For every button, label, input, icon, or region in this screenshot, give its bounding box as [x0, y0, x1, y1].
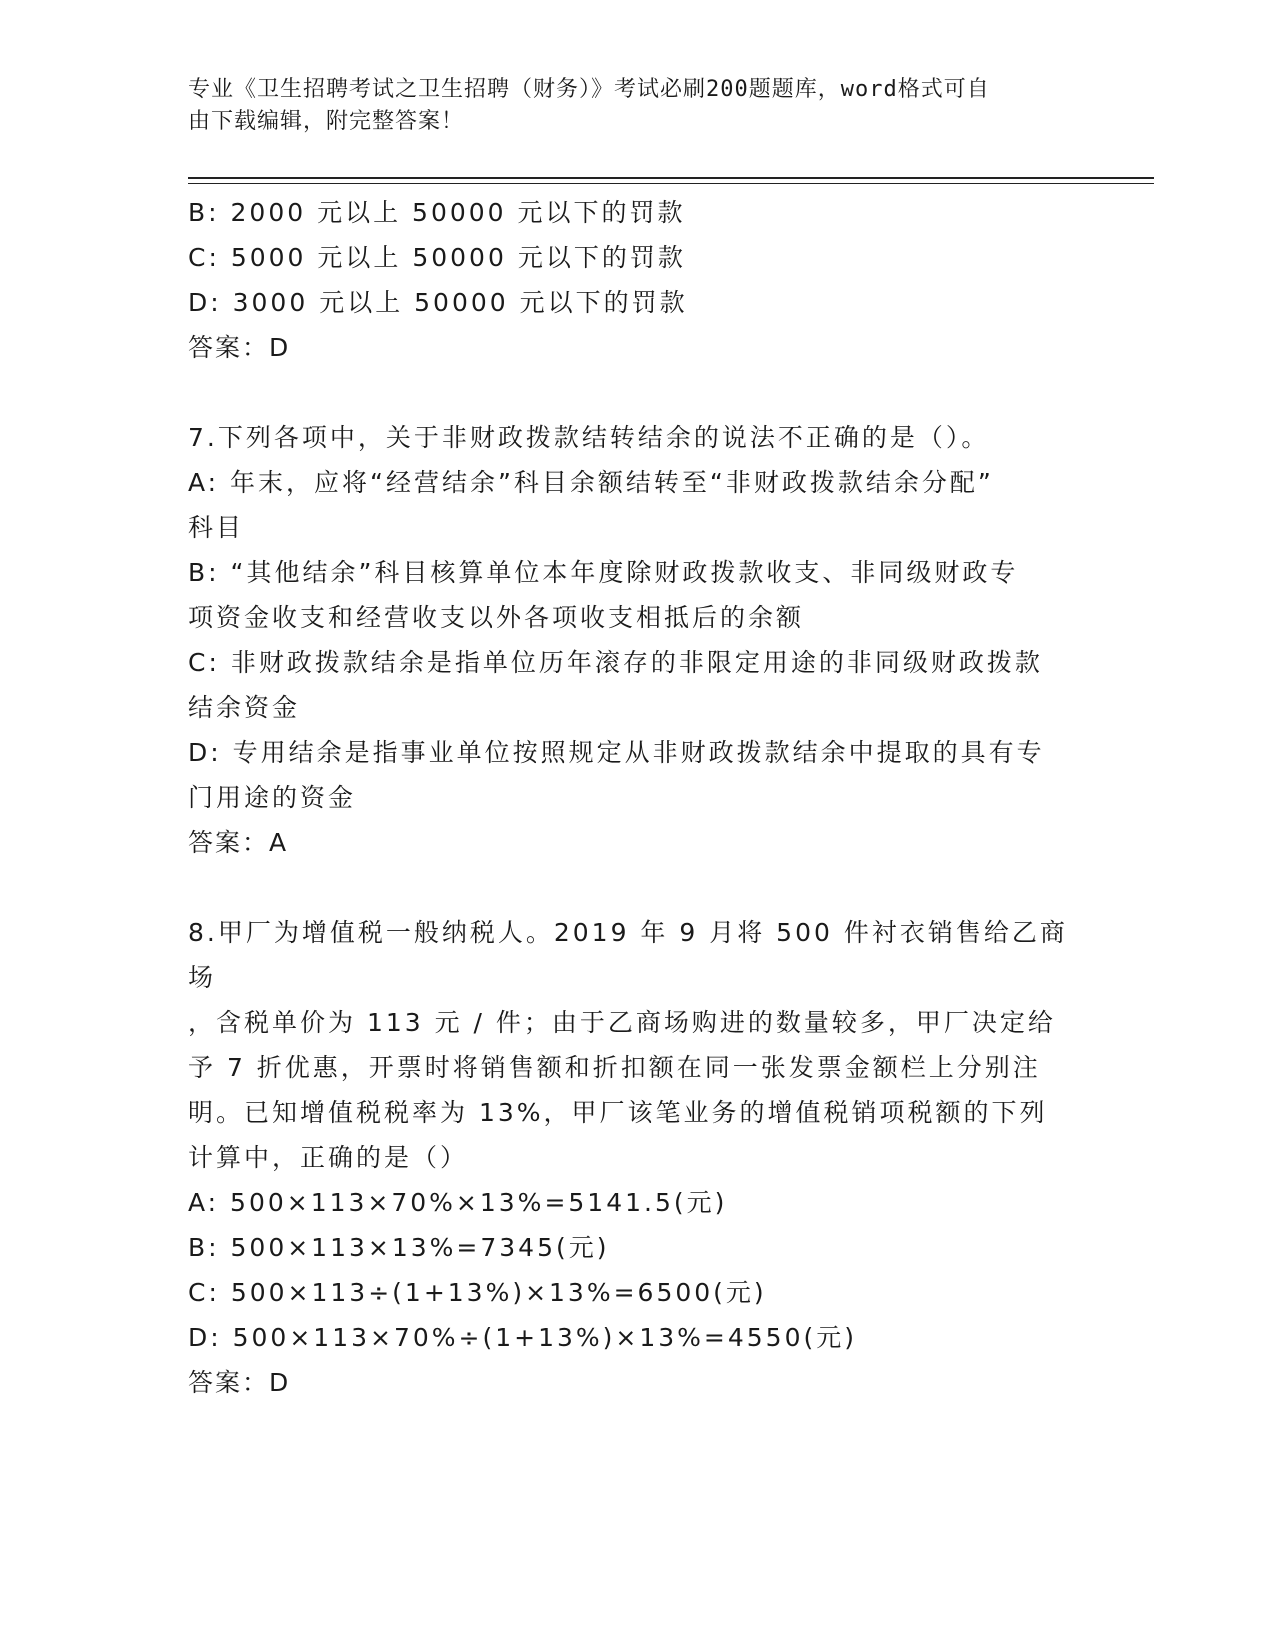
q8-option-c: C: 500×113÷(1+13%)×13%=6500(元) [188, 1278, 767, 1307]
q6-option-c: C: 5000 元以上 50000 元以下的罚款 [188, 243, 686, 272]
q7-option-d-line-1: D: 专用结余是指事业单位按照规定从非财政拨款结余中提取的具有专 [188, 738, 1045, 767]
spacer [188, 370, 1078, 415]
q7-option-c-line-2: 结余资金 [188, 693, 301, 722]
q8-option-b: B: 500×113×13%=7345(元) [188, 1233, 610, 1262]
header-line-1: 专业《卫生招聘考试之卫生招聘（财务）》考试必刷200题题库，word格式可自 [188, 77, 990, 102]
document-body [188, 190, 1078, 1405]
q6-answer: 答案：D [188, 333, 291, 362]
q8-stem-line-4: 明。已知增值税税率为 13%，甲厂该笔业务的增值税销项税额的下列 [188, 1098, 1048, 1127]
q8-stem-line-3: 予 7 折优惠，开票时将销售额和折扣额在同一张发票金额栏上分别注 [188, 1053, 1041, 1082]
q6-option-d: D: 3000 元以上 50000 元以下的罚款 [188, 288, 688, 317]
question-8 [188, 910, 1078, 1405]
q7-option-a-line-2: 科目 [188, 513, 245, 542]
document-header [188, 74, 1068, 138]
spacer [188, 865, 1078, 910]
q8-option-d: D: 500×113×70%÷(1+13%)×13%=4550(元) [188, 1323, 857, 1352]
header-line-2: 由下载编辑，附完整答案！ [188, 109, 465, 134]
q7-option-b-line-1: B: “其他结余”科目核算单位本年度除财政拨款收支、非同级财政专 [188, 558, 1019, 587]
q6-option-b: B: 2000 元以上 50000 元以下的罚款 [188, 198, 686, 227]
q8-stem-line-5: 计算中，正确的是（） [188, 1143, 469, 1172]
q7-option-b-line-2: 项资金收支和经营收支以外各项收支相抵后的余额 [188, 603, 805, 632]
question-6-tail [188, 190, 1078, 370]
q7-option-a-line-1: A: 年末，应将“经营结余”科目余额结转至“非财政拨款结余分配” [188, 468, 994, 497]
q7-stem: 7.下列各项中，关于非财政拨款结转结余的说法不正确的是（）。 [188, 423, 990, 452]
q7-answer: 答案：A [188, 828, 289, 857]
q7-option-c-line-1: C: 非财政拨款结余是指单位历年滚存的非限定用途的非同级财政拨款 [188, 648, 1043, 677]
q8-option-a: A: 500×113×70%×13%=5141.5(元) [188, 1188, 728, 1217]
q7-option-d-line-2: 门用途的资金 [188, 783, 357, 812]
q8-stem-line-1: 8.甲厂为增值税一般纳税人。2019 年 9 月将 500 件衬衣销售给乙商场 [188, 918, 1068, 992]
q8-answer: 答案：D [188, 1368, 291, 1397]
q8-stem-line-2: ，含税单价为 113 元 / 件；由于乙商场购进的数量较多，甲厂决定给 [188, 1008, 1056, 1037]
header-divider-thick [188, 177, 1154, 179]
header-divider-thin [188, 183, 1154, 184]
question-7 [188, 415, 1078, 865]
